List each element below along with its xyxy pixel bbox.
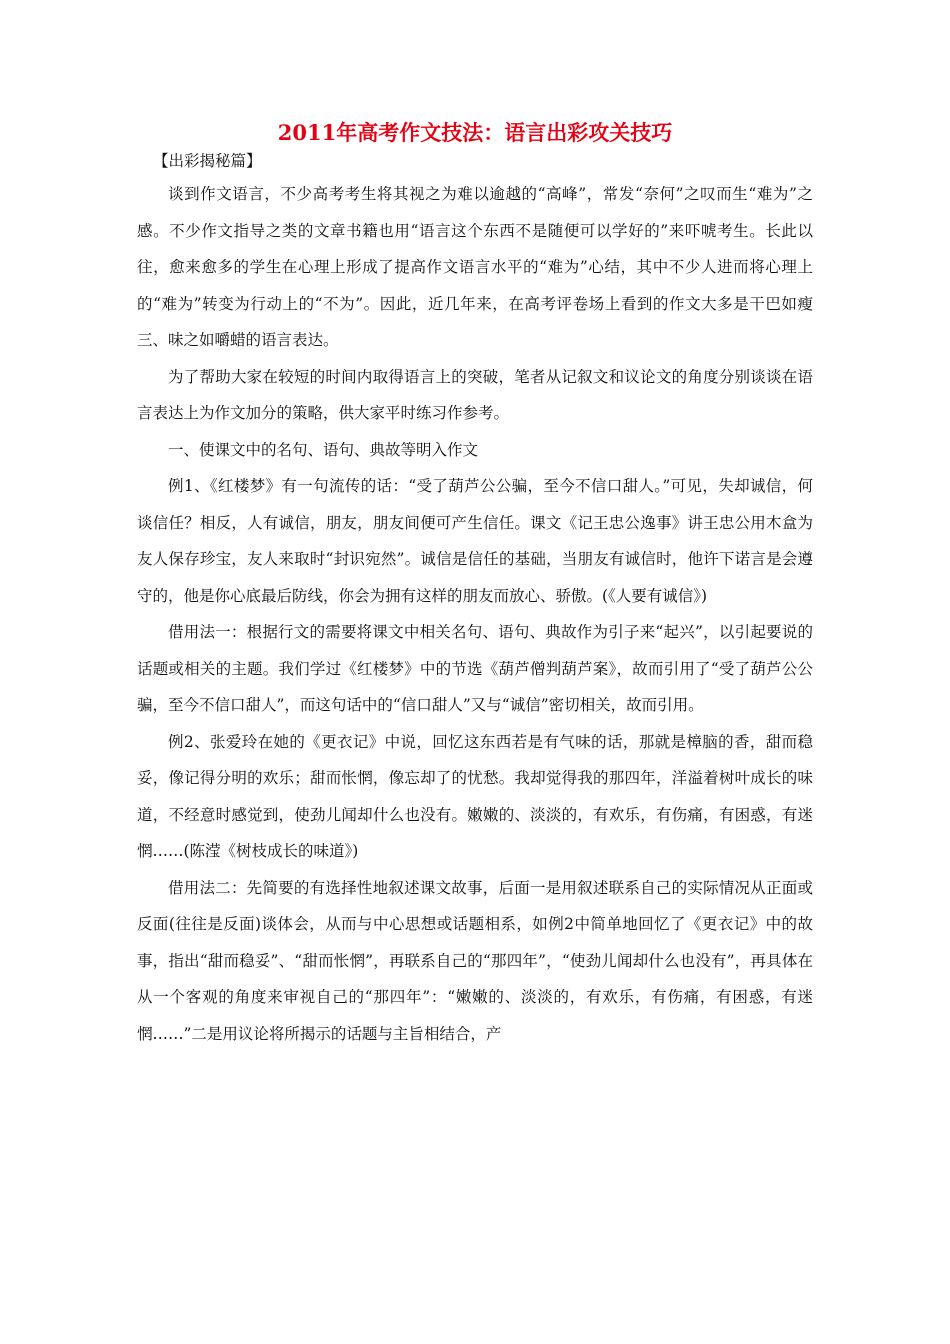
paragraph-method-1: 借用法一：根据行文的需要将课文中相关名句、语句、典故作为引子来“起兴”，以引起要说的话题或相关的主题。我们学过《红楼梦》中的节选《葫芦僧判葫芦案》，故而引用了“受了葫芦公公骗，至今不信口甜人”，而这句话中的“信口甜人”又与“诚信”密切相关，故而引用。	[137, 623, 813, 714]
paragraph-purpose: 为了帮助大家在较短的时间内取得语言上的突破，笔者从记叙文和议论文的角度分别谈谈在语言表达上为作文加分的策略，供大家平时练习作参考。	[137, 367, 813, 422]
section-heading: 【出彩揭秘篇】	[153, 152, 262, 170]
document-title: 2011年高考作文技法：语言出彩攻关技巧	[277, 120, 673, 145]
paragraph-method-2: 借用法二：先简要的有选择性地叙述课文故事，后面一是用叙述联系自己的实际情况从正面或反面(往往是反面)谈体会，从而与中心思想或话题相系，如例2中简单地回忆了《更衣记》中的故事，指出“甜而稳妥”、“甜而怅惘”，再联系自己的“那四年”，“使劲儿闻却什么也没有”，再具体在从一个客观的角度来审视自己的“那四年”：“嫩嫩的、淡淡的，有欢乐，有伤痛，有困惑，有迷惘……”二是用议论将所揭示的话题与主旨相结合，产	[137, 878, 813, 1043]
paragraph-heading-one: 一、使课文中的名句、语句、典故等明入作文	[168, 440, 479, 459]
document-page	[137, 118, 813, 1052]
paragraph-example-2: 例2、张爱玲在她的《更衣记》中说，回忆这东西若是有气味的话，那就是樟脑的香，甜而稳妥，像记得分明的欢乐；甜而怅惘，像忘却了的忧愁。我却觉得我的那四年，洋溢着树叶成长的味道，不经意时感觉到，使劲儿闻却什么也没有。嫩嫩的、淡淡的，有欢乐，有伤痛，有困惑，有迷惘……(陈滢《树枝成长的味道》)	[137, 732, 813, 860]
paragraph-example-1: 例1、《红楼梦》有一句流传的话：“受了葫芦公公骗，至今不信口甜人。”可见，失却诚信，何谈信任？相反，人有诚信，朋友，朋友间便可产生信任。课文《记王忠公逸事》讲王忠公用木盒为友人保存珍宝，友人来取时“封识宛然”。诚信是信任的基础，当朋友有诚信时，他许下诺言是会遵守的，他是你心底最后防线，你会为拥有这样的朋友而放心、骄傲。(《人要有诚信》)	[137, 477, 813, 605]
paragraph-intro: 谈到作文语言，不少高考考生将其视之为难以逾越的“高峰”，常发“奈何”之叹而生“难为”之感。不少作文指导之类的文章书籍也用“语言这个东西不是随便可以学好的”来吓唬考生。长此以往，愈来愈多的学生在心理上形成了提高作文语言水平的“难为”心结，其中不少人进而将心理上的“难为”转变为行动上的“不为”。因此，近几年来，在高考评卷场上看到的作文大多是干巴如瘦三、味之如嚼蜡的语言表达。	[137, 185, 813, 349]
